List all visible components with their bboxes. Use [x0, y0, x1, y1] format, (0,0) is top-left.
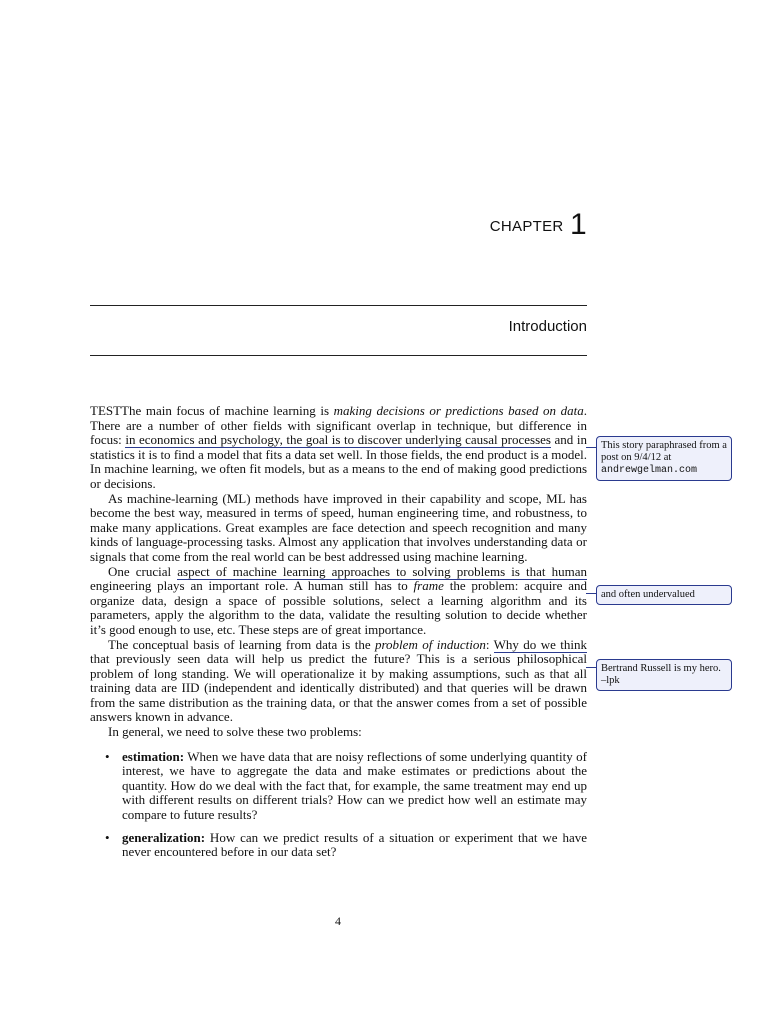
text-run: . There are a number of other fields with significant overlap in technique, but difference in focus:	[90, 403, 587, 448]
text-run: One crucial	[108, 563, 178, 579]
text-run: the problem: acquire and organize data, design a space of possible solutions, select a learning algorithm and its parameters, apply the algorithm to the data, validate the resulting solution to decide whether it’s good enough to use, etc. These steps are of great importance.	[90, 578, 587, 637]
text-run: The conceptual basis of learning from data is the	[108, 636, 375, 652]
bullet-term: estimation:	[122, 748, 185, 764]
paragraph-3	[90, 565, 587, 638]
highlight-annotation-2[interactable]: aspect of machine learning approaches to solving problems is that human	[177, 563, 587, 579]
text-run: TESTThe main focus of machine learning is	[90, 403, 334, 418]
page-number: 4	[335, 914, 341, 928]
list-item	[105, 829, 587, 860]
bullet-icon: •	[105, 829, 110, 845]
note-link[interactable]: andrewgelman.com	[601, 465, 698, 476]
chapter-heading	[490, 208, 587, 242]
margin-note-3[interactable]	[596, 659, 732, 691]
bullet-icon: •	[105, 748, 110, 764]
emphasis: making decisions or predictions based on data	[333, 403, 584, 418]
paragraph-5: In general, we need to solve these two problems:	[108, 724, 362, 740]
text-run: engineering plays an important role. A human still has to	[90, 578, 414, 594]
bullet-text: When we have data that are noisy reflections of some underlying quantity of interest, we have to aggregate the data and make estimates or predictions about the quantity. How do we deal with the fact that, for example, the same treatment may end up with different results on different trials? How can we predict how well an estimate may compare to future results?	[122, 748, 587, 823]
note-connector-2	[586, 593, 596, 594]
chapter-label: CHAPTER	[489, 218, 564, 235]
highlight-annotation-3[interactable]: Why do we think	[493, 636, 587, 652]
emphasis: frame	[413, 578, 444, 594]
note-connector-3	[586, 667, 596, 668]
paragraph-1	[90, 404, 587, 492]
note-text: and often undervalued	[601, 589, 695, 600]
note-text: This story paraphrased from a post on 9/4/12 at	[601, 440, 727, 463]
note-text: Bertrand Russell is my hero. –lpk	[601, 663, 721, 686]
margin-note-1[interactable]	[596, 436, 732, 481]
paragraph-2: As machine-learning (ML) methods have improved in their capability and scope, ML has become the best way, measured in terms of speed, human engineering time, and robustness, to make many applications. Great examples are face detection and speech recognition and many kinds of language-processing tasks. Almost any application that involves understanding data or signals that come from the real world can be best addressed using machine learning.	[90, 490, 587, 564]
bullet-text: How can we predict results of a situation or experiment that we have never encountered before in our data set?	[122, 829, 587, 860]
chapter-number: 1	[570, 208, 587, 241]
bullet-term: generalization:	[122, 829, 206, 845]
bottom-rule	[90, 355, 587, 356]
highlight-annotation-1[interactable]: in economics and psychology, the goal is to discover underlying causal processes	[125, 432, 551, 448]
list-item	[105, 748, 587, 823]
body-text	[90, 404, 587, 868]
paragraph-4	[90, 638, 587, 726]
note-connector-1	[586, 447, 596, 448]
top-rule	[90, 305, 587, 306]
margin-note-2[interactable]	[596, 585, 732, 605]
emphasis: problem of induction	[374, 636, 486, 652]
text-run: that previously seen data will help us predict the future? This is a serious philosophical problem of long standing. We will operationalize it by making assumptions, such as that all training data are IID (independent and identically distributed) and that queries will be drawn from the same distribution as the training data, or that the answer comes from a set of possible answers known in advance.	[90, 651, 587, 725]
section-title: Introduction	[508, 318, 587, 335]
text-run: and in statistics it is to find a model that fits a data set well. In those fields, the end product is a model. In machine learning, we often fit models, but as a means to the end of making good predictions or decisions.	[90, 432, 587, 491]
text-run: :	[485, 636, 494, 652]
bullet-list	[90, 750, 587, 860]
